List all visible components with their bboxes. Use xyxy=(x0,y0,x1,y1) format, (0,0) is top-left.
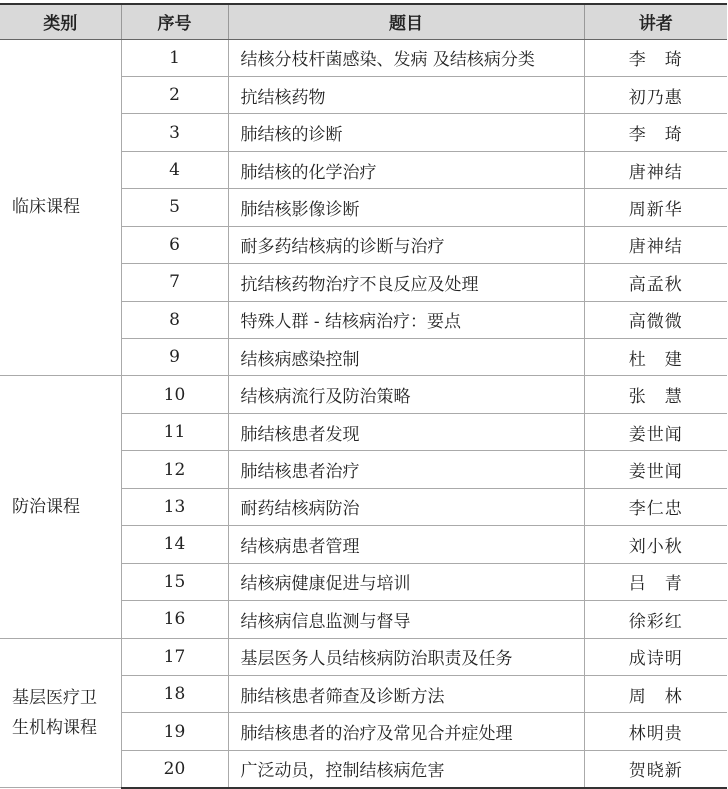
speaker-cell: 张 慧 xyxy=(584,376,727,413)
topic-cell: 肺结核的诊断 xyxy=(228,114,584,151)
speaker-cell: 高孟秋 xyxy=(584,264,727,301)
header-category: 类别 xyxy=(0,4,121,39)
topic-cell: 广泛动员，控制结核病危害 xyxy=(228,750,584,787)
category-cell: 防治课程 xyxy=(0,376,121,638)
speaker-cell: 周 林 xyxy=(584,675,727,712)
index-cell: 7 xyxy=(121,264,228,301)
topic-cell: 肺结核患者治疗 xyxy=(228,451,584,488)
index-cell: 13 xyxy=(121,488,228,525)
speaker-cell: 姜世闻 xyxy=(584,451,727,488)
topic-cell: 抗结核药物治疗不良反应及处理 xyxy=(228,264,584,301)
category-cell xyxy=(0,638,121,788)
index-cell: 1 xyxy=(121,39,228,76)
index-cell: 5 xyxy=(121,189,228,226)
category-cell: 临床课程 xyxy=(0,39,121,376)
index-cell: 2 xyxy=(121,76,228,113)
index-cell: 9 xyxy=(121,339,228,376)
topic-cell: 结核病患者管理 xyxy=(228,526,584,563)
speaker-cell: 刘小秋 xyxy=(584,526,727,563)
speaker-cell: 姜世闻 xyxy=(584,413,727,450)
index-cell: 15 xyxy=(121,563,228,600)
table-header xyxy=(0,4,727,39)
speaker-cell: 唐神结 xyxy=(584,151,727,188)
topic-cell: 肺结核患者的治疗及常见合并症处理 xyxy=(228,713,584,750)
header-index: 序号 xyxy=(121,4,228,39)
topic-cell: 结核病感染控制 xyxy=(228,339,584,376)
index-cell: 17 xyxy=(121,638,228,675)
index-cell: 16 xyxy=(121,601,228,638)
topic-cell: 结核病信息监测与督导 xyxy=(228,601,584,638)
topic-cell: 肺结核患者发现 xyxy=(228,413,584,450)
header-speaker: 讲者 xyxy=(584,4,727,39)
course-table xyxy=(0,3,727,789)
table-row xyxy=(0,376,727,413)
index-cell: 8 xyxy=(121,301,228,338)
speaker-cell: 杜 建 xyxy=(584,339,727,376)
index-cell: 19 xyxy=(121,713,228,750)
table-body xyxy=(0,39,727,788)
index-cell: 10 xyxy=(121,376,228,413)
topic-cell: 基层医务人员结核病防治职责及任务 xyxy=(228,638,584,675)
topic-cell: 结核病健康促进与培训 xyxy=(228,563,584,600)
speaker-cell: 李 琦 xyxy=(584,39,727,76)
index-cell: 18 xyxy=(121,675,228,712)
speaker-cell: 徐彩红 xyxy=(584,601,727,638)
speaker-cell: 成诗明 xyxy=(584,638,727,675)
index-cell: 3 xyxy=(121,114,228,151)
header-row xyxy=(0,4,727,39)
topic-cell: 肺结核患者筛查及诊断方法 xyxy=(228,675,584,712)
topic-cell: 抗结核药物 xyxy=(228,76,584,113)
speaker-cell: 李仁忠 xyxy=(584,488,727,525)
speaker-cell: 高微微 xyxy=(584,301,727,338)
index-cell: 14 xyxy=(121,526,228,563)
index-cell: 4 xyxy=(121,151,228,188)
speaker-cell: 周新华 xyxy=(584,189,727,226)
table-row xyxy=(0,638,727,675)
speaker-cell: 林明贵 xyxy=(584,713,727,750)
speaker-cell: 吕 青 xyxy=(584,563,727,600)
topic-cell: 结核病流行及防治策略 xyxy=(228,376,584,413)
index-cell: 6 xyxy=(121,226,228,263)
index-cell: 20 xyxy=(121,750,228,787)
index-cell: 12 xyxy=(121,451,228,488)
topic-cell: 肺结核的化学治疗 xyxy=(228,151,584,188)
category-line: 基层医疗卫 xyxy=(12,687,97,708)
speaker-cell: 贺晓新 xyxy=(584,750,727,787)
topic-cell: 耐多药结核病的诊断与治疗 xyxy=(228,226,584,263)
topic-cell: 肺结核影像诊断 xyxy=(228,189,584,226)
header-topic: 题目 xyxy=(228,4,584,39)
topic-cell: 结核分枝杆菌感染、发病 及结核病分类 xyxy=(228,39,584,76)
topic-cell: 特殊人群 - 结核病治疗：要点 xyxy=(228,301,584,338)
speaker-cell: 初乃惠 xyxy=(584,76,727,113)
table-row xyxy=(0,39,727,76)
index-cell: 11 xyxy=(121,413,228,450)
topic-cell: 耐药结核病防治 xyxy=(228,488,584,525)
speaker-cell: 李 琦 xyxy=(584,114,727,151)
category-line: 生机构课程 xyxy=(12,717,97,738)
speaker-cell: 唐神结 xyxy=(584,226,727,263)
